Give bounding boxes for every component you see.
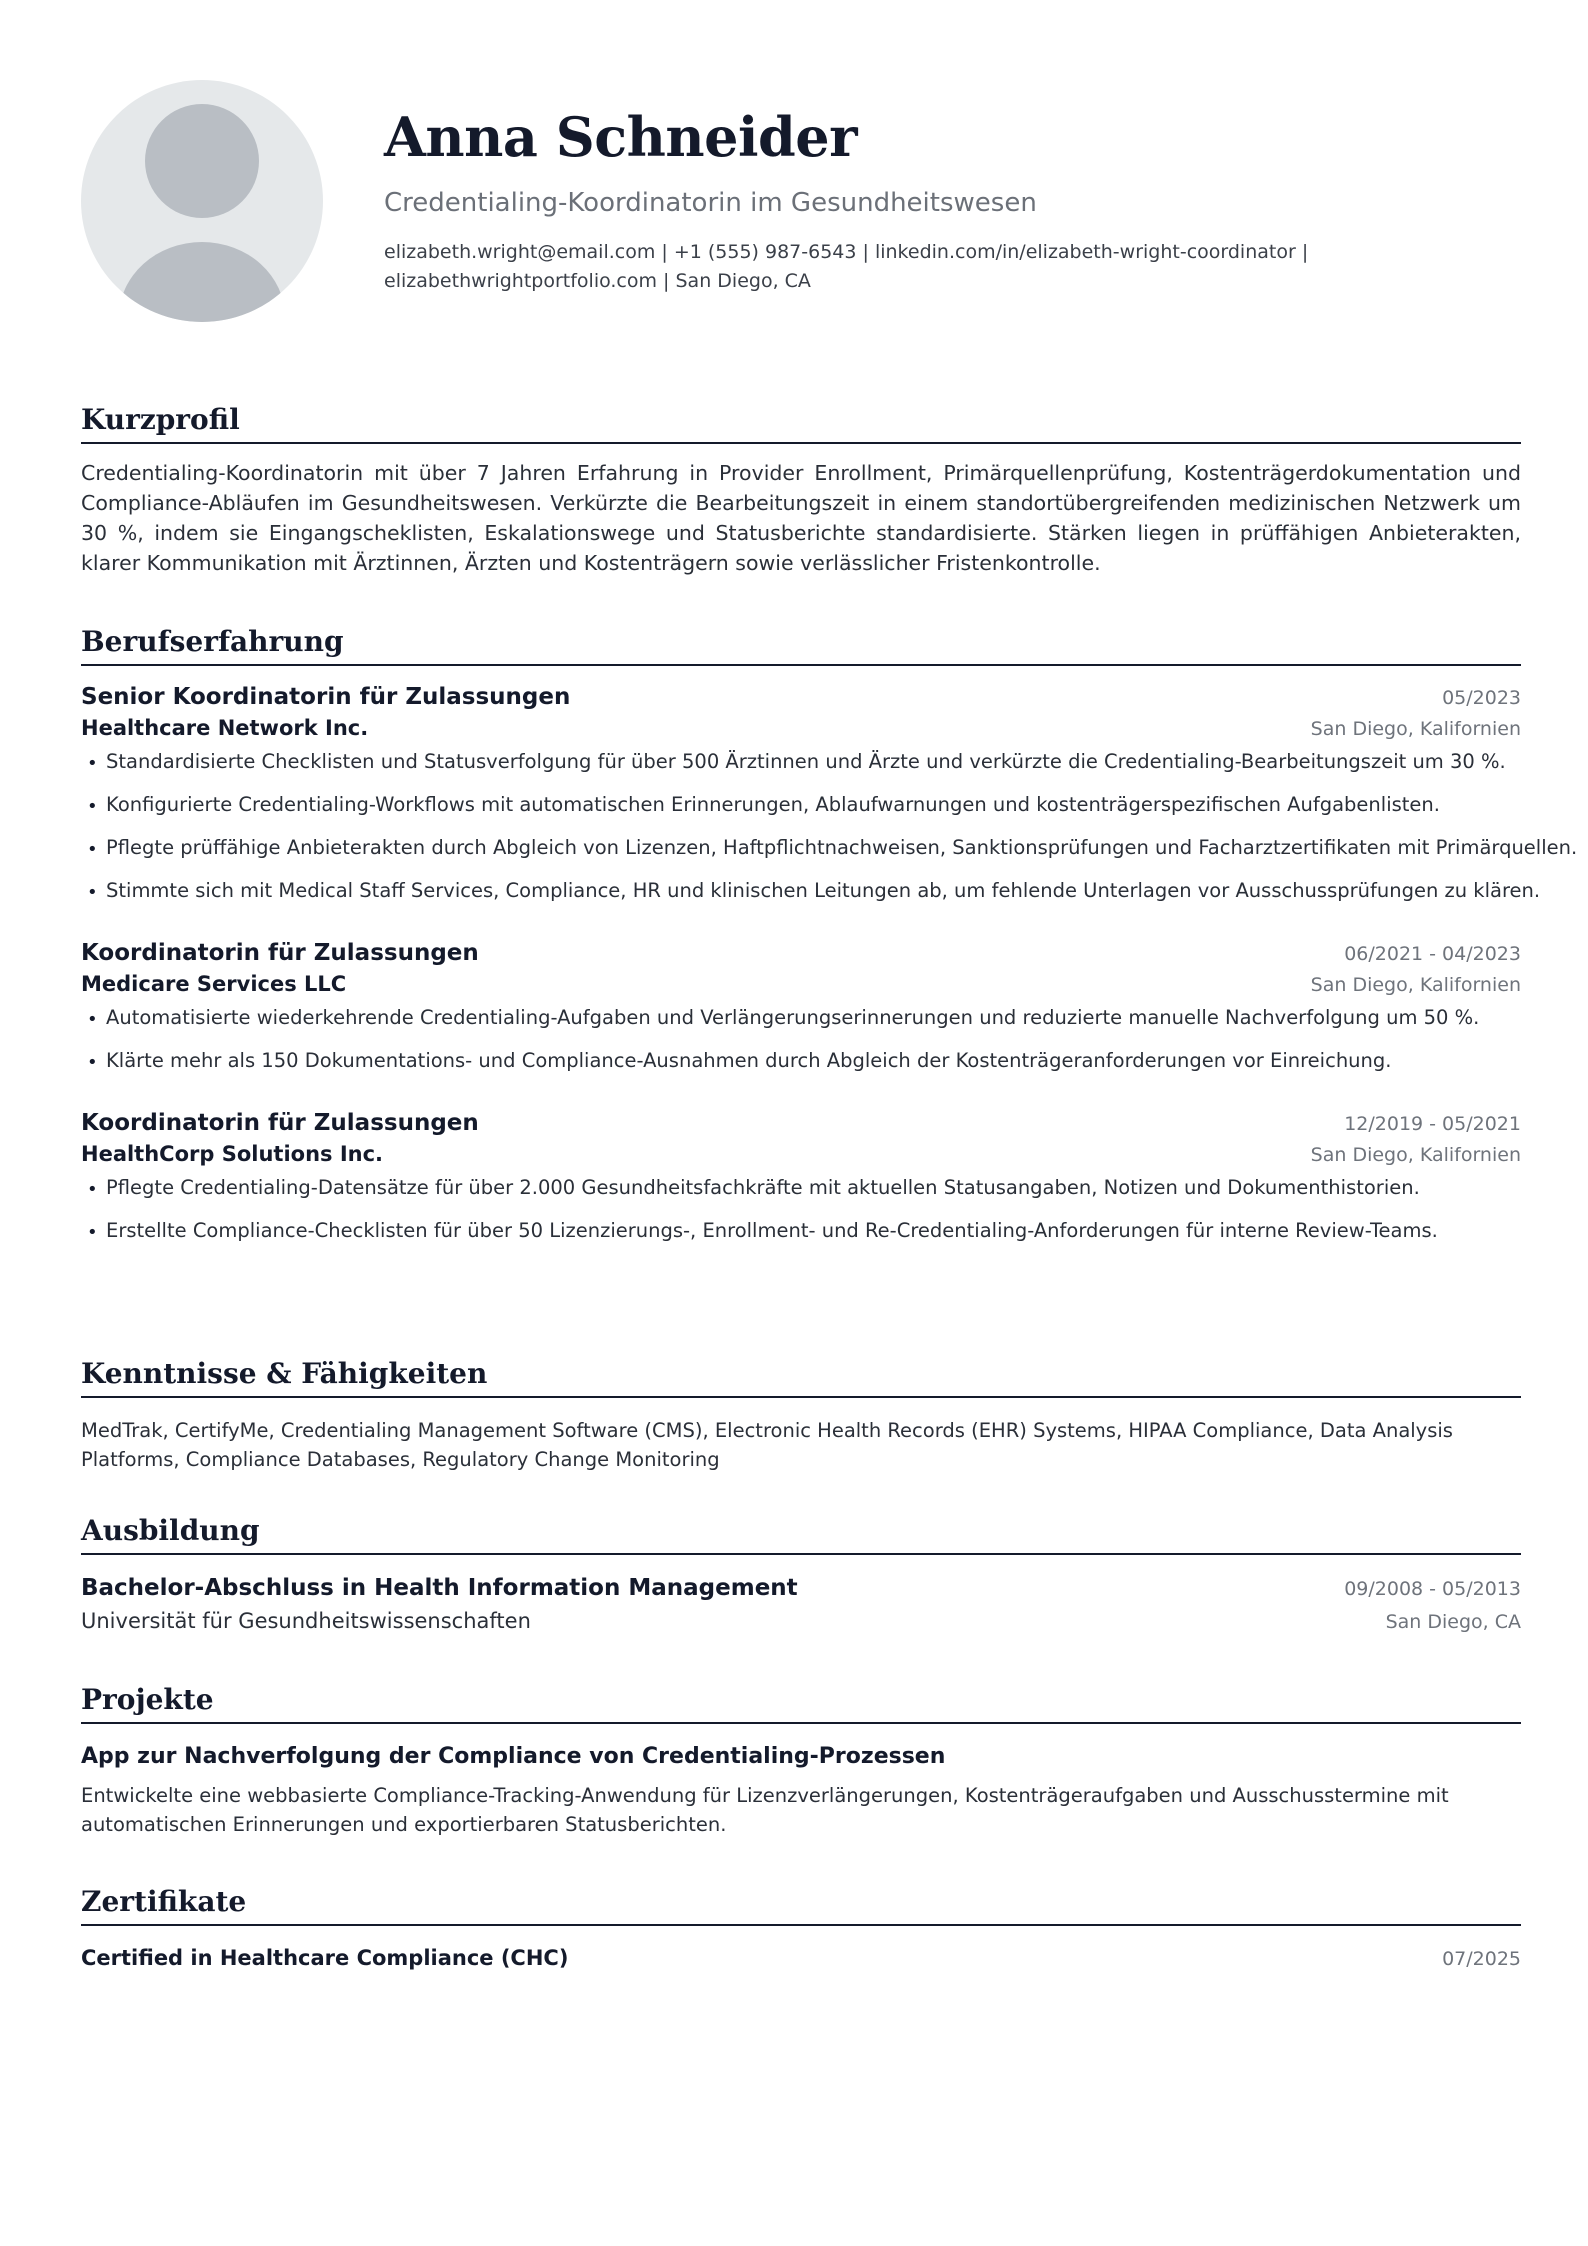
certificate-name: Certified in Healthcare Compliance (CHC)	[81, 1946, 569, 1970]
job-date: 06/2021 - 04/2023	[1344, 943, 1521, 965]
job-company: Healthcare Network Inc.	[81, 716, 369, 740]
avatar-body-shape	[119, 242, 285, 322]
education-section	[81, 1514, 1521, 1633]
section-title-projects: Projekte	[81, 1686, 1521, 1724]
section-title-experience: Berufserfahrung	[81, 628, 1521, 666]
certificate-date: 07/2025	[1442, 1948, 1521, 1970]
job-location: San Diego, Kalifornien	[1310, 974, 1521, 996]
bullet-item: • Konfigurierte Credentialing-Workflows mit automatischen Erinnerungen, Ablaufwarnungen und kostenträgerspezifischen Aufgabenlisten.	[81, 783, 1521, 826]
avatar-head-shape	[145, 104, 259, 218]
job-title: Koordinatorin für Zulassungen	[81, 1110, 479, 1136]
resume-header	[81, 80, 1521, 330]
section-title-certificates: Zertifikate	[81, 1888, 1521, 1926]
bullet-item: • Pflegte prüffähige Anbieterakten durch Abgleich von Lizenzen, Haftpflichtnachweisen, Sanktionsprüfungen und Facharztzertifikaten mit Primärquellen.	[81, 826, 1521, 869]
bullet-item: • Pflegte Credentialing-Datensätze für über 2.000 Gesundheitsfachkräfte mit aktuellen Statusangaben, Notizen und Dokumenthistorien.	[81, 1166, 1521, 1209]
contact-line-2: elizabethwrightportfolio.com | San Diego, CA	[384, 270, 811, 292]
experience-section	[81, 625, 1578, 1252]
job-bullets	[81, 1166, 1521, 1252]
bullet-item: • Erstellte Compliance-Checklisten für über 50 Lizenzierungs-, Enrollment- und Re-Credentialing-Anforderungen für interne Review-Teams.	[81, 1209, 1521, 1252]
job-date: 05/2023	[1442, 687, 1521, 709]
avatar	[81, 80, 323, 322]
project-name: App zur Nachverfolgung der Compliance von Credentialing-Prozessen	[81, 1744, 946, 1769]
education-school: Universität für Gesundheitswissenschaften	[81, 1609, 531, 1633]
bullet-item: • Standardisierte Checklisten und Statusverfolgung für über 500 Ärztinnen und Ärzte und verkürzte die Credentialing-Bearbeitungszeit um 30 %.	[81, 740, 1521, 783]
bullet-item: • Klärte mehr als 150 Dokumentations- und Compliance-Ausnahmen durch Abgleich der Kostenträgeranforderungen vor Einreichung.	[81, 1039, 1521, 1082]
summary-section	[81, 403, 1521, 578]
project-description: Entwickelte eine webbasierte Compliance-Tracking-Anwendung für Lizenzverlängerungen, Kostenträgeraufgaben und Ausschusstermine mit automatischen Erinnerungen und exportierbaren Statusberichten.	[81, 1784, 1449, 1836]
education-location: San Diego, CA	[1385, 1611, 1521, 1633]
section-title-education: Ausbildung	[81, 1517, 1521, 1555]
job-company: Medicare Services LLC	[81, 972, 347, 996]
education-degree: Bachelor-Abschluss in Health Information Management	[81, 1575, 798, 1601]
job-date: 12/2019 - 05/2021	[1344, 1113, 1521, 1135]
summary-text: Credentialing-Koordinatorin mit über 7 Jahren Erfahrung in Provider Enrollment, Primärquellenprüfung, Kostenträgerdokumentation und Compliance-Abläufen im Gesundheitswesen. Verkürzte die Bearbeitungszeit in einem standortübergreifenden medizinischen Netzwerk um 30 %, indem sie Eingangscheklisten, Eskalationswege und Statusberichte standardisierte. Stärken liegen in prüffähigen Anbieterakten, klarer Kommunikation mit Ärztinnen, Ärzten und Kostenträgern sowie verlässlicher Fristenkontrolle.	[81, 461, 1521, 575]
job-entry-3	[81, 1110, 1521, 1252]
bullet-item: • Automatisierte wiederkehrende Credentialing-Aufgaben und Verlängerungserinnerungen und reduzierte manuelle Nachverfolgung um 50 %.	[81, 996, 1521, 1039]
section-title-skills: Kenntnisse & Fähigkeiten	[81, 1360, 1521, 1398]
candidate-title: Credentialing-Koordinatorin im Gesundheitswesen	[384, 188, 1037, 218]
skills-section	[81, 1357, 1521, 1474]
header-text	[384, 105, 1384, 296]
job-bullets	[81, 996, 1521, 1082]
job-location: San Diego, Kalifornien	[1310, 1144, 1521, 1166]
projects-section	[81, 1683, 1521, 1839]
job-title: Koordinatorin für Zulassungen	[81, 940, 479, 966]
job-company: HealthCorp Solutions Inc.	[81, 1142, 384, 1166]
contact-line-1: elizabeth.wright@email.com | +1 (555) 987-6543 | linkedin.com/in/elizabeth-wright-coordinator |	[384, 241, 1309, 263]
job-entry-1	[81, 684, 1578, 912]
candidate-name: Anna Schneider	[384, 105, 858, 169]
section-title-summary: Kurzprofil	[81, 406, 1521, 444]
job-location: San Diego, Kalifornien	[1310, 718, 1521, 740]
job-title: Senior Koordinatorin für Zulassungen	[81, 684, 571, 710]
job-bullets	[81, 740, 1578, 912]
education-date: 09/2008 - 05/2013	[1344, 1578, 1521, 1600]
job-entry-2	[81, 940, 1521, 1082]
skills-text: MedTrak, CertifyMe, Credentialing Management Software (CMS), Electronic Health Records (EHR) Systems, HIPAA Compliance, Data Analysis Platforms, Compliance Databases, Regulatory Change Monitoring	[81, 1419, 1453, 1471]
bullet-item: • Stimmte sich mit Medical Staff Services, Compliance, HR und klinischen Leitungen ab, um fehlende Unterlagen vor Ausschussprüfungen zu klären.	[81, 869, 1521, 912]
contact-info	[384, 238, 1344, 296]
certificates-section	[81, 1885, 1521, 1970]
